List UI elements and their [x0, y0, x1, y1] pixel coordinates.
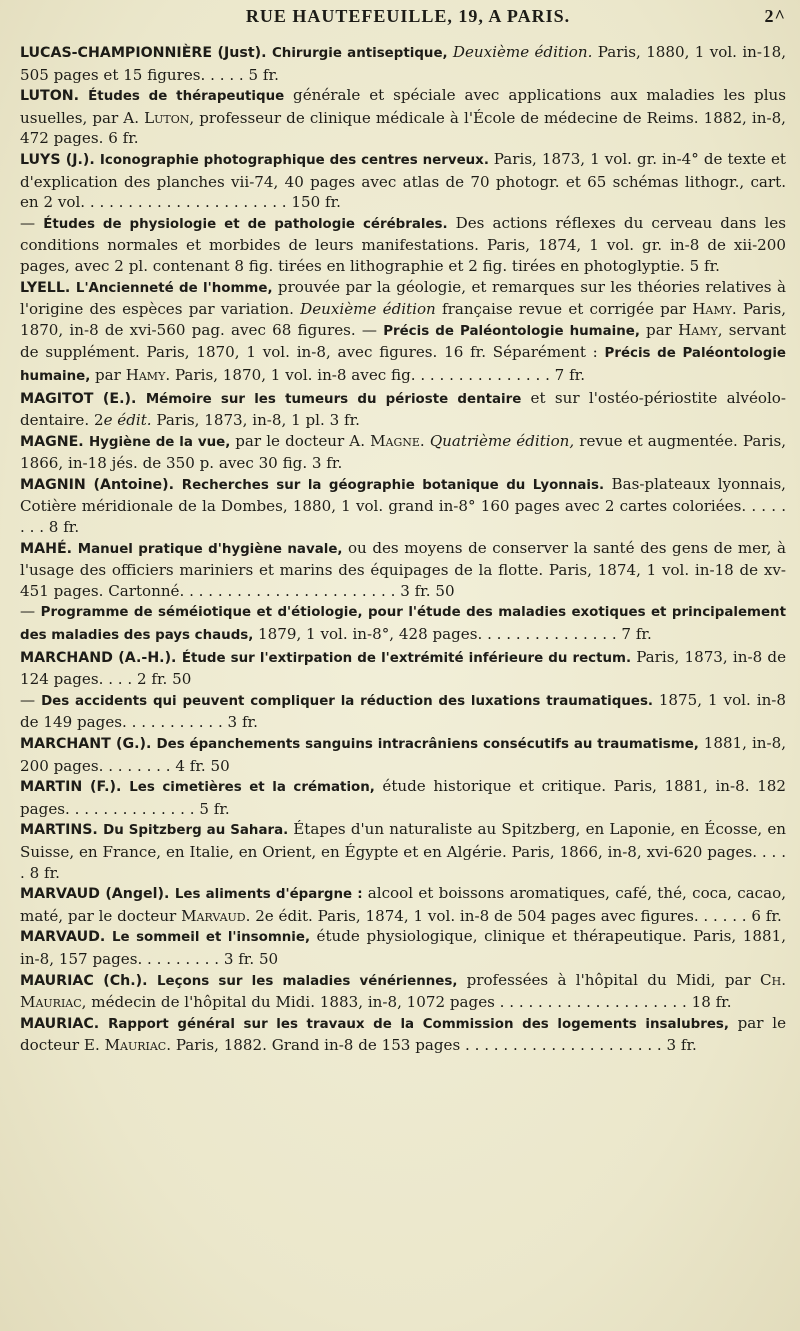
- entry-text: —: [20, 690, 42, 709]
- entry-text: Bas-plateaux lyonnais, Cotière méridionale de la Dombes, 1880, 1 vol. grand in-8° 160 pages avec 2 cartes coloriées. . . . . . . . 8 fr.: [20, 474, 786, 537]
- entry-title: Leçons sur les maladies vénériennes,: [156, 973, 467, 989]
- page-number: 2^: [764, 6, 786, 26]
- catalog-entry: [20, 431, 786, 474]
- entry-title: Étude sur l'extirpation de l'extrémité inférieure du rectum.: [181, 650, 637, 666]
- entry-text: par: [95, 365, 126, 384]
- entry-title: L'Ancienneté de l'homme,: [75, 280, 278, 296]
- catalog-entry: [20, 647, 786, 690]
- entry-text: —: [20, 602, 41, 621]
- entry-title: Iconographie photographique des centres nerveux.: [99, 152, 494, 168]
- entry-author: MAGITOT (E.).: [20, 390, 146, 407]
- entry-text: générale et spéciale avec applications aux maladies les plus usuelles, par A.: [20, 86, 786, 127]
- entry-text: Étapes d'un naturaliste au Spitzberg, en Laponie, en Écosse, en Suisse, en France, en Italie, en Orient, en Égypte et en Algérie. Paris, 1866, in-8, xvi-620 pages. . . . . 8 fr.: [20, 820, 787, 882]
- entry-text: . Paris, 1870, in-8 de xvi-560 pag. avec 68 figures. —: [20, 300, 786, 339]
- entry-text: étude historique et critique. Paris, 1881, in-8. 182 pages. . . . . . . . . . . . . . 5 fr.: [20, 777, 786, 818]
- entry-author: MARVAUD (Angel).: [20, 886, 175, 903]
- entry-text: , professeur de clinique médicale à l'École de médecine de Reims. 1882, in-8, 472 pages. 6 fr.: [20, 108, 786, 148]
- entry-italic: Deuxième édition: [300, 300, 443, 319]
- entry-author: MARTIN (F.).: [20, 779, 130, 796]
- entry-text: .: [419, 431, 430, 450]
- entry-text: Paris, 1880, 1 vol. in-18, 505 pages et 15 figures. . . . . 5 fr.: [20, 43, 786, 84]
- entry-title: Programme de séméiotique et d'étiologie, pour l'étude des maladies exotiques et principalement des maladies des pays chauds,: [20, 605, 786, 644]
- entry-text: professées à l'hôpital du Midi, par: [466, 970, 761, 989]
- entry-small-caps: Luton: [144, 108, 190, 127]
- catalog-entry: [20, 277, 786, 388]
- entry-italic: e édit.: [103, 411, 157, 430]
- entry-small-caps: Marvaud: [181, 906, 246, 925]
- entry-title: Manuel pratique d'hygiène navale,: [77, 541, 348, 557]
- entry-text: française revue et corrigée par: [442, 300, 693, 319]
- entry-text: Des actions réflexes du cerveau dans les conditions normales et morbides de leurs manifestations. Paris, 1874, 1 vol. gr. in-8 de xii-200 pages, avec 2 pl. contenant 8 fig. tirées en lithographie et 2 fig. tirées en photoglyptie. 5 fr.: [20, 213, 786, 275]
- catalog-entry: [20, 42, 786, 85]
- catalog-entry: [20, 690, 786, 733]
- entry-title: Hygiène de la vue,: [88, 434, 236, 450]
- entry-text: . Paris, 1870, 1 vol. in-8 avec fig. . . . . . . . . . . . . . . 7 fr.: [165, 365, 586, 384]
- entry-author: MARTINS.: [20, 822, 104, 839]
- catalog-entry: [20, 538, 786, 602]
- entry-text: ou des moyens de conserver la santé des gens de mer, à l'usage des officiers mariniers et marins des équipages de la flotte. Paris, 1874, 1 vol. in-18 de xv-451 pages. Cartonné. . . . . . . . . . . . . . . . . . . . . . . 3 fr. 50: [20, 538, 786, 600]
- entry-author: LYELL.: [20, 279, 76, 296]
- entry-text: , médecin de l'hôpital du Midi. 1883, in-8, 1072 pages . . . . . . . . . . . . . . . . . . . . 18 fr.: [81, 993, 732, 1012]
- entry-text: 1875, 1 vol. in-8 de 149 pages. . . . . . . . . . . 3 fr.: [20, 690, 786, 732]
- catalog-entry: [20, 733, 786, 776]
- entry-text: par le docteur E.: [20, 1013, 787, 1055]
- entry-title: Chirurgie antiseptique,: [271, 46, 453, 61]
- entry-author: MARCHANT (G.).: [20, 736, 157, 752]
- entry-text: étude physiologique, clinique et thérapeutique. Paris, 1881, in-8, 157 pages. . . . . . . . . 3 fr. 50: [20, 927, 787, 968]
- entry-text: Paris, 1873, in-8 de 124 pages. . . . 2 fr. 50: [20, 647, 787, 689]
- catalog-entry: [20, 213, 786, 277]
- entry-text: par: [646, 320, 679, 339]
- catalog-entry: [20, 883, 786, 926]
- entry-text: 1881, in-8, 200 pages. . . . . . . . 4 fr. 50: [20, 734, 786, 775]
- entry-title: Le sommeil et l'insomnie,: [112, 930, 317, 946]
- entry-title: Du Spitzberg au Sahara.: [103, 823, 294, 839]
- entry-text: Paris, 1873, in-8, 1 pl. 3 fr.: [156, 411, 360, 430]
- entry-text: revue et augmentée. Paris, 1866, in-18 jés. de 350 p. avec 30 fig. 3 fr.: [20, 431, 786, 473]
- entry-title: Études de physiologie et de pathologie cérébrales.: [43, 216, 456, 232]
- catalog-entry: [20, 970, 786, 1013]
- entry-text: par le docteur A.: [235, 431, 371, 450]
- entry-text: . Paris, 1882. Grand in-8 de 153 pages . . . . . . . . . . . . . . . . . . . . . 3 fr.: [166, 1036, 697, 1055]
- catalog-entry: [20, 1013, 786, 1056]
- catalog-entry: [20, 388, 786, 431]
- catalog-entry: [20, 149, 786, 213]
- entry-title: Des épanchements sanguins intracrâniens consécutifs au traumatisme,: [156, 737, 704, 752]
- catalog-entry: [20, 926, 786, 969]
- entry-author: LUYS (J.).: [20, 151, 100, 168]
- entry-title: Les aliments d'épargne :: [174, 887, 368, 903]
- entry-small-caps: Hamy: [692, 300, 732, 319]
- entry-author: MAURIAC.: [20, 1015, 109, 1032]
- entry-text: . 2e édit. Paris, 1874, 1 vol. in-8 de 504 pages avec figures. . . . . . 6 fr.: [245, 906, 782, 925]
- entry-author: LUTON.: [20, 88, 89, 105]
- entry-small-caps: Hamy: [125, 365, 166, 384]
- entry-title: Précis de Paléontologie humaine,: [383, 323, 647, 339]
- entry-italic: Deuxième édition.: [452, 43, 598, 61]
- catalog-entry: [20, 601, 786, 646]
- entry-author: LUCAS-CHAMPIONNIÈRE (Just).: [20, 45, 272, 61]
- entry-text: alcool et boissons aromatiques, café, thé, coca, cacao, maté, par le docteur: [20, 884, 786, 925]
- entry-title: Mémoire sur les tumeurs du périoste dentaire: [145, 391, 531, 407]
- entry-author: MAURIAC (Ch.).: [20, 972, 157, 989]
- catalog-entries: [20, 42, 786, 1056]
- entry-title: Les cimetières et la crémation,: [129, 780, 383, 796]
- entry-italic: Quatrième édition,: [429, 431, 580, 450]
- entry-author: MAGNIN (Antoine).: [20, 476, 182, 493]
- catalog-entry: [20, 85, 786, 149]
- entry-small-caps: Ch. Mauriac: [20, 970, 786, 1012]
- entry-small-caps: Mauriac: [104, 1036, 167, 1055]
- running-header: [20, 6, 786, 34]
- entry-text: et sur l'ostéo-périostite alvéolo-dentaire. 2: [20, 388, 786, 430]
- entry-text: prouvée par la géologie, et remarques sur les théories relatives à l'origine des espèces par variation.: [20, 277, 786, 319]
- entry-title: Recherches sur la géographie botanique du Lyonnais.: [181, 477, 612, 493]
- entry-small-caps: Magne: [370, 431, 420, 450]
- entry-title: Études de thérapeutique: [88, 89, 294, 105]
- entry-author: MAGNE.: [20, 433, 89, 450]
- running-header-title: RUE HAUTEFEUILLE, 19, A PARIS.: [245, 6, 571, 26]
- entry-author: MARVAUD.: [20, 929, 113, 946]
- entry-author: MAHÉ.: [20, 540, 78, 557]
- entry-title: Rapport général sur les travaux de la Commission des logements insalubres,: [108, 1016, 738, 1032]
- entry-title: Des accidents qui peuvent compliquer la réduction des luxations traumatiques.: [41, 693, 659, 709]
- entry-small-caps: Hamy: [678, 320, 718, 339]
- entry-text: —: [20, 213, 44, 232]
- entry-text: 1879, 1 vol. in-8°, 428 pages. . . . . . . . . . . . . . . 7 fr.: [258, 625, 652, 644]
- catalog-entry: [20, 474, 786, 538]
- entry-text: , servant de supplément. Paris, 1870, 1 vol. in-8, avec figures. 16 fr. Séparément :: [20, 320, 786, 362]
- entry-author: MARCHAND (A.-H.).: [20, 649, 182, 666]
- catalog-entry: [20, 776, 786, 819]
- entry-text: Paris, 1873, 1 vol. gr. in-4° de texte et d'explication des planches vii-74, 40 pages avec atlas de 70 photogr. et 65 schémas lithogr., cart. en 2 vol. . . . . . . . . . . . . . . . . . . . . . 150 fr.: [20, 149, 787, 212]
- catalog-entry: [20, 819, 786, 883]
- entry-title: Précis de Paléontologie humaine,: [20, 346, 787, 384]
